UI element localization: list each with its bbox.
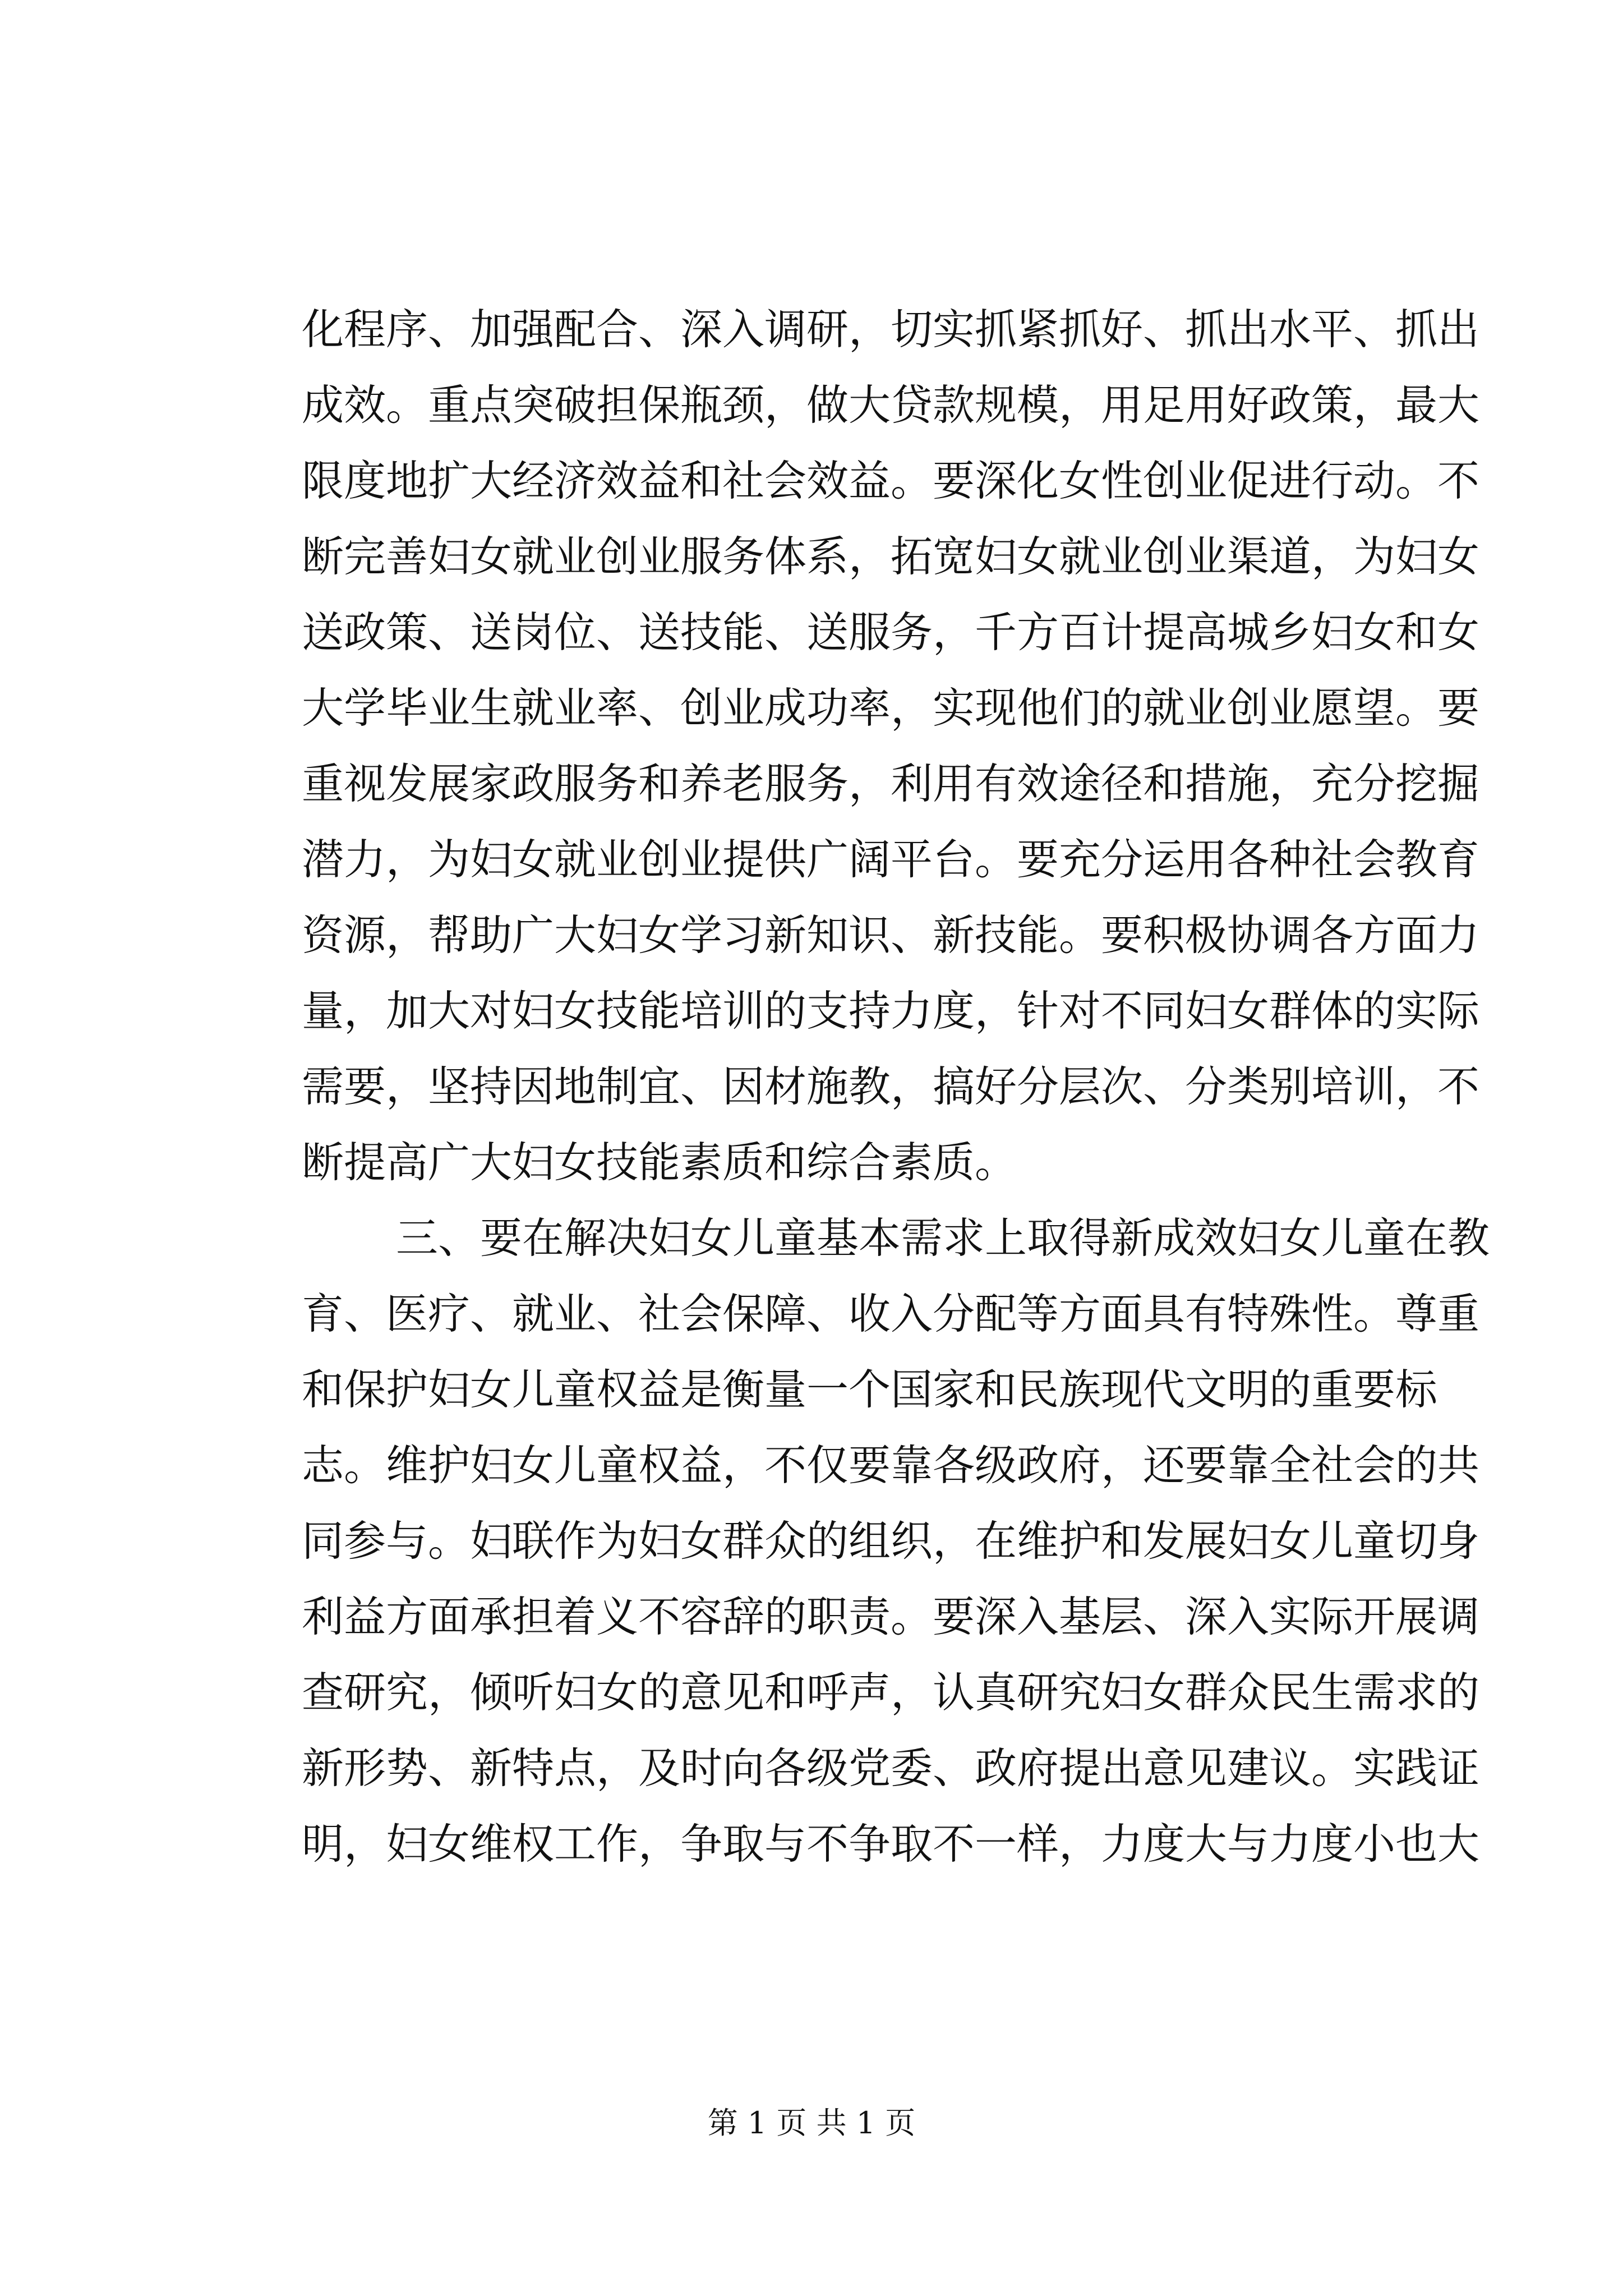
text-line: 需要，坚持因地制宜、因材施教，搞好分层次、分类别培训，不 xyxy=(302,1062,1480,1111)
paragraph-heading-line: 三、要在解决妇女儿童基本需求上取得新成效妇女儿童在教 xyxy=(396,1213,1490,1263)
text-line: 利益方面承担着义不容辞的职责。要深入基层、深入实际开展调 xyxy=(302,1592,1480,1641)
text-line: 化程序、加强配合、深入调研，切实抓紧抓好、抓出水平、抓出 xyxy=(302,305,1480,354)
text-line: 断提高广大妇女技能素质和综合素质。 xyxy=(302,1138,1017,1187)
text-line: 量，加大对妇女技能培训的支持力度，针对不同妇女群体的实际 xyxy=(302,986,1480,1036)
text-line: 重视发展家政服务和养老服务，利用有效途径和措施，充分挖掘 xyxy=(302,759,1480,808)
text-line: 同参与。妇联作为妇女群众的组织，在维护和发展妇女儿童切身 xyxy=(302,1516,1480,1566)
text-line: 潜力，为妇女就业创业提供广阔平台。要充分运用各种社会教育 xyxy=(302,835,1480,884)
text-line: 志。维护妇女儿童权益，不仅要靠各级政府，还要靠全社会的共 xyxy=(302,1441,1480,1490)
text-line: 育、医疗、就业、社会保障、收入分配等方面具有特殊性。尊重 xyxy=(302,1289,1480,1338)
text-line: 查研究，倾听妇女的意见和呼声，认真研究妇女群众民生需求的 xyxy=(302,1668,1480,1717)
text-line: 断完善妇女就业创业服务体系，拓宽妇女就业创业渠道，为妇女 xyxy=(302,532,1480,581)
text-line: 和保护妇女儿童权益是衡量一个国家和民族现代文明的重要标 xyxy=(302,1365,1438,1414)
text-line: 限度地扩大经济效益和社会效益。要深化女性创业促进行动。不 xyxy=(302,456,1480,505)
text-line: 资源，帮助广大妇女学习新知识、新技能。要积极协调各方面力 xyxy=(302,910,1480,960)
text-line: 明，妇女维权工作，争取与不争取不一样，力度大与力度小也大 xyxy=(302,1819,1480,1869)
text-line: 送政策、送岗位、送技能、送服务，千方百计提高城乡妇女和女 xyxy=(302,608,1480,657)
page-number-footer: 第 1 页 共 1 页 xyxy=(707,2105,916,2141)
text-line: 新形势、新特点，及时向各级党委、政府提出意见建议。实践证 xyxy=(302,1743,1480,1793)
text-line: 成效。重点突破担保瓶颈，做大贷款规模，用足用好政策，最大 xyxy=(302,380,1480,430)
text-line: 大学毕业生就业率、创业成功率，实现他们的就业创业愿望。要 xyxy=(302,683,1480,733)
